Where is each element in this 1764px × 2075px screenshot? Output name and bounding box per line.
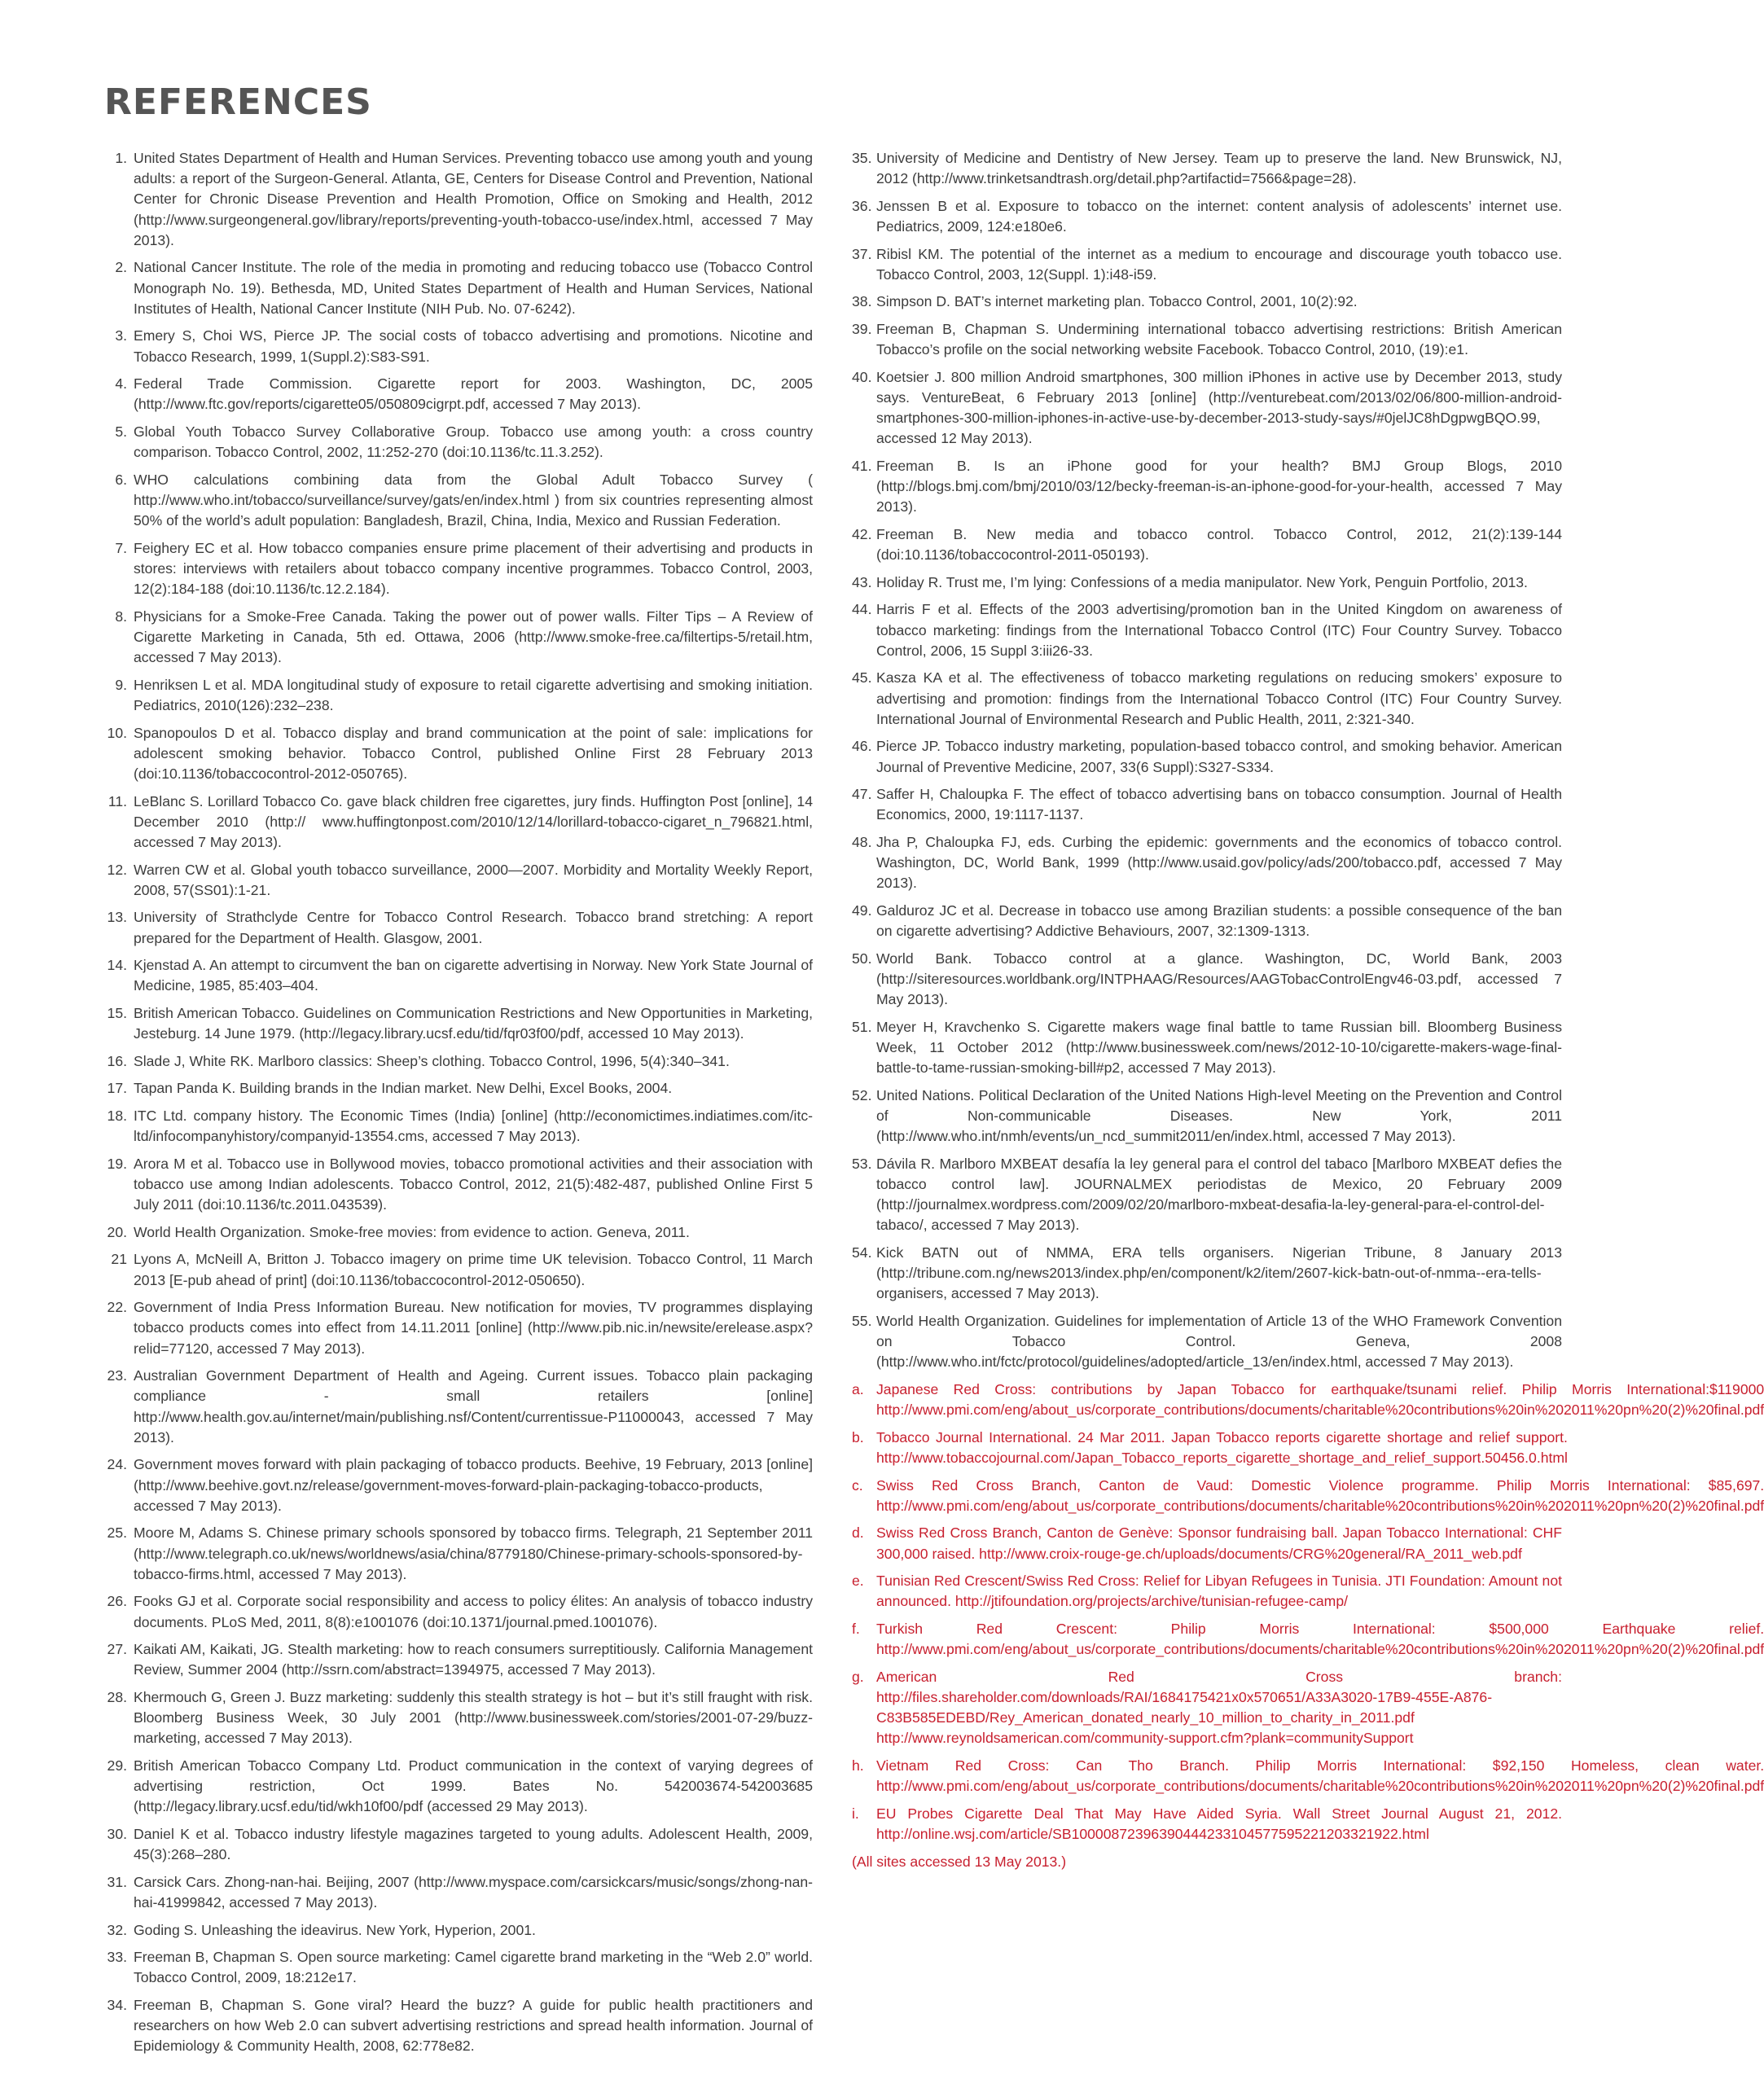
reference-text: Henriksen L et al. MDA longitudinal study of exposure to retail cigarette advertising and smoking initiation. Pediatrics, 2010(126):232–238.	[134, 676, 813, 713]
reference-number: 16.	[107, 1052, 127, 1069]
reference-text: Harris F et al. Effects of the 2003 advertising/promotion ban in the United Kingdom on awareness of tobacco marketing: findings from the International Tobacco Control (ITC) Four Country Survey. Tobacco Control, 2006, 15 Suppl 3:iii26-33.	[876, 601, 1562, 659]
reference-text: Tapan Panda K. Building brands in the Indian market. New Delhi, Excel Books, 2004.	[134, 1080, 673, 1097]
reference-item	[104, 470, 813, 532]
reference-item	[104, 1078, 813, 1099]
reference-number: 41.	[852, 457, 872, 474]
reference-item	[104, 1297, 813, 1359]
reference-item	[104, 1824, 813, 1865]
reference-item	[104, 1995, 813, 2057]
reference-item	[852, 832, 1562, 894]
reference-item	[852, 196, 1562, 237]
note-item	[852, 1571, 1562, 1612]
references-right-column	[852, 148, 1764, 1872]
reference-number: 26.	[107, 1593, 127, 1610]
reference-item	[104, 257, 813, 319]
reference-item	[104, 1523, 813, 1585]
reference-number: 43.	[852, 573, 872, 590]
reference-number: 13.	[107, 909, 127, 926]
reference-text: Tunisian Red Crescent/Swiss Red Cross: Relief for Libyan Refugees in Tunisia. JTI Foundation: Amount not announced. http://jtifoundation.org/projects/archive/tunisian-refugee-camp/	[876, 1573, 1562, 1610]
page-title: REFERENCES	[104, 81, 372, 123]
reference-item	[852, 1243, 1562, 1305]
reference-text: Freeman B, Chapman S. Undermining international tobacco advertising restrictions: British American Tobacco’s profile on the social networking website Facebook. Tobacco Control, 2010, (19):e1.	[876, 320, 1562, 358]
reference-number: 55.	[852, 1312, 872, 1329]
reference-text: Arora M et al. Tobacco use in Bollywood movies, tobacco promotional activities and their association with tobacco use among Indian adolescents. Tobacco Control, 2012, 21(5):482-487, published Online First 5 July 2011 (doi:10.1136/tc.2011.043539).	[134, 1155, 813, 1213]
reference-number: 20.	[107, 1223, 127, 1240]
reference-text: Swiss Red Cross Branch, Canton de Vaud: Domestic Violence programme. Philip Morris International: $85,697. http://www.pmi.com/eng/about_us/corporate_contributions/documents/charitable%20contributions%20in%202011%20pn%20(2)%20final.pdf	[876, 1476, 1764, 1514]
reference-item	[852, 736, 1562, 777]
reference-text: Dávila R. Marlboro MXBEAT desafía la ley general para el control del tabaco [Marlboro MXBEAT defies the tobacco control law]. JOURNALMEX periodistas de Mexico, 20 February 2009 (http://journalmex.wordpress.com/2009/02/20/marlboro-mxbeat-desafia-la-ley-general-para-el-control-del-tabaco/, accessed 7 May 2013).	[876, 1155, 1562, 1234]
reference-item	[852, 949, 1562, 1011]
reference-text: Freeman B. New media and tobacco control. Tobacco Control, 2012, 21(2):139-144 (doi:10.1136/tobaccocontrol-2011-050193).	[876, 525, 1562, 564]
reference-number: 51.	[852, 1018, 872, 1035]
reference-number: 53.	[852, 1155, 872, 1172]
reference-number: 36.	[852, 197, 872, 214]
reference-item	[852, 572, 1562, 593]
reference-number: 46.	[852, 738, 872, 755]
reference-text: Freeman B, Chapman S. Open source marketing: Camel cigarette brand marketing in the “Web 2.0” world. Tobacco Control, 2009, 18:212e17.	[134, 1949, 813, 1986]
reference-number: 28.	[107, 1688, 127, 1705]
reference-number: 19.	[107, 1155, 127, 1172]
reference-number: 1.	[115, 150, 127, 166]
reference-item	[104, 955, 813, 996]
reference-item	[852, 319, 1562, 360]
reference-number: 23.	[107, 1367, 127, 1384]
reference-text: American Red Cross branch: http://files.shareholder.com/downloads/RAI/1684175421x0x570651/A33A3020-17B9-455E-A876-C83B585EDEBD/Rey_American_donated_nearly_10_million_to_charity_in_2011.pdf http://www.reynoldsamerican.com/community-support.cfm?plank=communitySupport	[876, 1668, 1562, 1747]
reference-text: Government moves forward with plain packaging of tobacco products. Beehive, 19 February, 2013 [online] (http://www.beehive.govt.nz/release/government-moves-forward-plain-packaging-tobacco-products, accessed 7 May 2013).	[134, 1456, 813, 1514]
reference-item	[852, 1017, 1562, 1079]
reference-text: Turkish Red Crescent: Philip Morris International: $500,000 Earthquake relief. http://www.pmi.com/eng/about_us/corporate_contributions/documents/charitable%20contributions%20in%202011%20pn%20(2)%20final.pdf	[876, 1620, 1764, 1658]
reference-text: Freeman B. Is an iPhone good for your health? BMJ Group Blogs, 2010 (http://blogs.bmj.com/bmj/2010/03/12/becky-freeman-is-an-iphone-good-for-your-health, accessed 7 May 2013).	[876, 457, 1562, 515]
reference-number: 39.	[852, 320, 872, 337]
reference-item	[104, 1872, 813, 1913]
reference-number: 21	[111, 1251, 127, 1268]
reference-text: Jha P, Chaloupka FJ, eds. Curbing the epidemic: governments and the economics of tobacco control. Washington, DC, World Bank, 1999 (http://www.usaid.gov/policy/ads/200/tobacco.pdf, accessed 7 May 2013).	[876, 833, 1562, 892]
reference-number: 47.	[852, 786, 872, 803]
reference-item	[104, 374, 813, 415]
reference-text: British American Tobacco Company Ltd. Product communication in the context of varying degrees of advertising restriction, Oct 1999. Bates No. 542003674-542003685 (http://legacy.library.ucsf.edu/tid/wkh10f00/pdf (accessed 29 May 2013).	[134, 1757, 813, 1815]
reference-number: 15.	[107, 1004, 127, 1021]
reference-item	[104, 723, 813, 785]
reference-number: 54.	[852, 1244, 872, 1261]
reference-number: c.	[852, 1476, 863, 1494]
reference-text: Spanopoulos D et al. Tobacco display and brand communication at the point of sale: implications for adolescent smoking behavior. Tobacco Control, published Online First 28 February 2013 (doi:10.1136/tobaccocontrol-2012-050765).	[134, 724, 813, 782]
reference-number: 48.	[852, 833, 872, 850]
reference-item	[104, 538, 813, 600]
reference-text: Kaikati AM, Kaikati, JG. Stealth marketing: how to reach consumers surreptitiously. California Management Review, Summer 2004 (http://ssrn.com/abstract=1394975, accessed 7 May 2013).	[134, 1641, 813, 1678]
reference-item	[852, 1311, 1562, 1373]
reference-number: 40.	[852, 368, 872, 385]
note-item	[852, 1804, 1562, 1845]
reference-text: Jenssen B et al. Exposure to tobacco on the internet: content analysis of adolescents’ internet use. Pediatrics, 2009, 124:e180e6.	[876, 197, 1562, 235]
reference-item	[104, 1003, 813, 1044]
reference-item	[104, 607, 813, 669]
reference-text: Global Youth Tobacco Survey Collaborative Group. Tobacco use among youth: a cross country comparison. Tobacco Control, 2002, 11:252-270 (doi:10.1136/tc.11.3.252).	[134, 423, 813, 461]
reference-text: Kasza KA et al. The effectiveness of tobacco marketing regulations on reducing smokers’ exposure to advertising and promotion: findings from the International Tobacco Control (ITC) Four Country Survey. International Journal of Environmental Research and Public Health, 2011, 2:321-340.	[876, 669, 1562, 727]
reference-item	[104, 326, 813, 366]
reference-number: 6.	[115, 471, 127, 488]
reference-number: 5.	[115, 423, 127, 440]
reference-text: Emery S, Choi WS, Pierce JP. The social costs of tobacco advertising and promotions. Nicotine and Tobacco Research, 1999, 1(Suppl.2):S83-S91.	[134, 327, 813, 365]
reference-number: 50.	[852, 950, 872, 967]
reference-text: Kjenstad A. An attempt to circumvent the ban on cigarette advertising in Norway. New York State Journal of Medicine, 1985, 85:403–404.	[134, 957, 813, 994]
reference-text: Ribisl KM. The potential of the internet as a medium to encourage and discourage youth tobacco use. Tobacco Control, 2003, 12(Suppl. 1):i48-i59.	[876, 245, 1562, 283]
reference-number: 7.	[115, 539, 127, 556]
reference-number: 34.	[107, 1996, 127, 2013]
reference-text: LeBlanc S. Lorillard Tobacco Co. gave black children free cigarettes, jury finds. Huffington Post [online], 14 December 2010 (http:// www.huffingtonpost.com/2010/12/14/lorillard-tobacco-cigaret_n_796821.html, accessed 7 May 2013).	[134, 792, 813, 850]
reference-text: Australian Government Department of Health and Ageing. Current issues. Tobacco plain packaging compliance - small retailers [online] http://www.health.gov.au/internet/main/publishing.nsf/Content/currentissue-P11000043, accessed 7 May 2013).	[134, 1367, 813, 1445]
reference-number: 12.	[107, 861, 127, 878]
reference-text: Khermouch G, Green J. Buzz marketing: suddenly this stealth strategy is hot – but it’s still fraught with risk. Bloomberg Business Week, 30 July 2001 (http://www.businessweek.com/stories/2001-07-29/buzz-marketing, accessed 7 May 2013).	[134, 1688, 813, 1747]
reference-number: 24.	[107, 1456, 127, 1473]
reference-text: Tobacco Journal International. 24 Mar 2011. Japan Tobacco reports cigarette shortage and relief support. http://www.tobaccojournal.com/Japan_Tobacco_reports_cigarette_shortage_and_relief_support.50456.0.html	[876, 1428, 1568, 1466]
reference-number: 35.	[852, 150, 872, 166]
reference-number: 37.	[852, 245, 872, 262]
reference-text: United Nations. Political Declaration of the United Nations High-level Meeting on the Prevention and Control of Non-communicable Diseases. New York, 2011 (http://www.who.int/nmh/events/un_ncd_summit2011/en/index.html, accessed 7 May 2013).	[876, 1086, 1562, 1145]
reference-number: 31.	[107, 1873, 127, 1890]
reference-text: EU Probes Cigarette Deal That May Have Aided Syria. Wall Street Journal August 21, 2012. http://online.wsj.com/article/SB10000872396390444233104577595221203321922.html	[876, 1805, 1562, 1842]
note-item	[852, 1667, 1562, 1749]
reference-number: 3.	[115, 327, 127, 344]
reference-text: Kick BATN out of NMMA, ERA tells organisers. Nigerian Tribune, 8 January 2013 (http://tribune.com.ng/news2013/index.php/en/component/k2/item/2607-kick-batn-out-of-nmma--era-tells-organisers, accessed 7 May 2013).	[876, 1244, 1562, 1302]
reference-text: Holiday R. Trust me, I’m lying: Confessions of a media manipulator. New York, Penguin Portfolio, 2013.	[876, 573, 1528, 590]
reference-item	[852, 292, 1562, 312]
reference-text: Feighery EC et al. How tobacco companies ensure prime placement of their advertising and products in stores: interviews with retailers about tobacco company incentive programmes. Tobacco Control, 2003, 12(2):184-188 (doi:10.1136/tc.12.2.184).	[134, 539, 813, 598]
reference-item	[104, 1154, 813, 1216]
note-item	[852, 1756, 1764, 1796]
reference-number: 4.	[115, 375, 127, 393]
reference-text: World Health Organization. Guidelines for implementation of Article 13 of the WHO Framework Convention on Tobacco Control. Geneva, 2008 (http://www.who.int/fctc/protocol/guidelines/adopted/article_13/en/index.html, accessed 7 May 2013).	[876, 1312, 1562, 1371]
reference-text: Saffer H, Chaloupka F. The effect of tobacco advertising bans on tobacco consumption. Journal of Health Economics, 2000, 19:1117-1137.	[876, 786, 1562, 823]
reference-number: 45.	[852, 669, 872, 687]
reference-number: f.	[852, 1620, 860, 1637]
reference-item	[104, 1639, 813, 1680]
reference-text: Pierce JP. Tobacco industry marketing, population-based tobacco control, and smoking behavior. American Journal of Preventive Medicine, 2007, 33(6 Suppl):S327-S334.	[876, 738, 1562, 775]
reference-item	[104, 1249, 813, 1290]
reference-item	[104, 907, 813, 948]
reference-item	[104, 1222, 813, 1243]
reference-item	[852, 367, 1562, 450]
reference-item	[852, 784, 1562, 825]
reference-text: United States Department of Health and Human Services. Preventing tobacco use among youth and young adults: a report of the Surgeon-General. Atlanta, GE, Centers for Disease Control and Prevention, National Center for Chronic Disease Prevention and Health Promotion, Office on Smoking and Health, 2012 (http://www.surgeongeneral.gov/library/reports/preventing-youth-tobacco-use/index.html, accessed 7 May 2013).	[134, 150, 813, 248]
reference-text: University of Strathclyde Centre for Tobacco Control Research. Tobacco brand stretching: A report prepared for the Department of Health. Glasgow, 2001.	[134, 909, 813, 946]
reference-text: Slade J, White RK. Marlboro classics: Sheep’s clothing. Tobacco Control, 1996, 5(4):340–341.	[134, 1052, 730, 1069]
reference-text: Carsick Cars. Zhong-nan-hai. Beijing, 2007 (http://www.myspace.com/carsickcars/music/songs/zhong-nan-hai-41999842, accessed 7 May 2013).	[134, 1873, 813, 1910]
reference-item	[104, 792, 813, 853]
reference-item	[104, 860, 813, 901]
reference-item	[852, 668, 1562, 730]
reference-item	[852, 599, 1562, 661]
reference-text: Goding S. Unleashing the ideavirus. New York, Hyperion, 2001.	[134, 1921, 536, 1938]
reference-item	[104, 1947, 813, 1988]
reference-number: 17.	[107, 1080, 127, 1097]
reference-item	[104, 1454, 813, 1516]
reference-number: 18.	[107, 1107, 127, 1124]
reference-item	[104, 148, 813, 251]
reference-text: Koetsier J. 800 million Android smartphones, 300 million iPhones in active use by December 2013, study says. VentureBeat, 6 February 2013 [online] (http://venturebeat.com/2013/02/06/800-million-android-smartphones-300-million-iphones-in-active-use-by-december-2013-study-says/#0jelJC8hDgpwgBQO.99, accessed 12 May 2013).	[876, 368, 1562, 447]
reference-text: Freeman B, Chapman S. Gone viral? Heard the buzz? A guide for public health practitioners and researchers on how Web 2.0 can subvert advertising restrictions and spread health information. Journal of Epidemiology & Community Health, 2008, 62:778e82.	[134, 1996, 813, 2055]
reference-item	[104, 1106, 813, 1147]
reference-number: 30.	[107, 1825, 127, 1842]
reference-item	[852, 148, 1562, 189]
reference-number: 44.	[852, 601, 872, 618]
reference-number: 9.	[115, 676, 127, 693]
reference-item	[104, 422, 813, 463]
reference-item	[852, 1154, 1562, 1236]
reference-text: Lyons A, McNeill A, Britton J. Tobacco imagery on prime time UK television. Tobacco Control, 11 March 2013 [E-pub ahead of print] (doi:10.1136/tobaccocontrol-2012-050650).	[134, 1251, 813, 1288]
reference-number: 25.	[107, 1524, 127, 1542]
reference-number: d.	[852, 1524, 864, 1542]
note-item	[852, 1523, 1562, 1564]
reference-number: 29.	[107, 1757, 127, 1774]
reference-number: 22.	[107, 1299, 127, 1316]
reference-number: 14.	[107, 957, 127, 974]
note-item	[852, 1619, 1764, 1660]
note-item	[852, 1380, 1764, 1420]
reference-number: i.	[852, 1805, 859, 1822]
reference-text: World Bank. Tobacco control at a glance. Washington, DC, World Bank, 2003 (http://siteresources.worldbank.org/INTPHAAG/Resources/AAGTobacControlEngv46-03.pdf, accessed 7 May 2013).	[876, 950, 1562, 1008]
reference-item	[852, 456, 1562, 518]
reference-number: 8.	[115, 608, 127, 625]
reference-item	[104, 1920, 813, 1941]
reference-text: Simpson D. BAT’s internet marketing plan. Tobacco Control, 2001, 10(2):92.	[876, 293, 1358, 310]
reference-text: Moore M, Adams S. Chinese primary schools sponsored by tobacco firms. Telegraph, 21 September 2011 (http://www.telegraph.co.uk/news/worldnews/asia/china/8779180/Chinese-primary-schools-sponsored-by-tobacco-firms.html, accessed 7 May 2013).	[134, 1524, 813, 1582]
reference-text: Federal Trade Commission. Cigarette report for 2003. Washington, DC, 2005 (http://www.ftc.gov/reports/cigarette05/050809cigrpt.pdf, accessed 7 May 2013).	[134, 375, 813, 413]
reference-text: Daniel K et al. Tobacco industry lifestyle magazines targeted to young adults. Adolescent Health, 2009, 45(3):268–280.	[134, 1825, 813, 1863]
reference-number: 38.	[852, 293, 872, 310]
reference-item	[852, 1086, 1562, 1147]
reference-text: Swiss Red Cross Branch, Canton de Genève: Sponsor fundraising ball. Japan Tobacco International: CHF 300,000 raised. http://www.croix-rouge-ge.ch/uploads/documents/CRG%20general/RA_2011_web.pdf	[876, 1524, 1562, 1562]
reference-number: a.	[852, 1380, 864, 1397]
note-item	[852, 1428, 1568, 1468]
reference-text: WHO calculations combining data from the Global Adult Tobacco Survey ( http://www.who.int/tobacco/surveillance/survey/gats/en/index.html ) from six countries representing almost 50% of the world’s adult population: Bangladesh, Brazil, China, India, Mexico and Russian Federation.	[134, 471, 813, 529]
reference-text: ITC Ltd. company history. The Economic Times (India) [online] (http://economictimes.indiatimes.com/itc-ltd/infocompanyhistory/companyid-13554.cms, accessed 7 May 2013).	[134, 1107, 813, 1145]
note-item	[852, 1476, 1764, 1516]
reference-item	[104, 1366, 813, 1448]
reference-number: 49.	[852, 902, 872, 919]
reference-number: h.	[852, 1757, 864, 1774]
reference-number: 33.	[107, 1949, 127, 1966]
reference-text: Meyer H, Kravchenko S. Cigarette makers wage final battle to tame Russian bill. Bloomberg Business Week, 11 October 2012 (http://www.businessweek.com/news/2012-10-10/cigarette-makers-wage-final-battle-to-tame-russian-smoking-bill#p2, accessed 7 May 2013).	[876, 1018, 1562, 1077]
reference-number: b.	[852, 1428, 864, 1445]
access-note: (All sites accessed 13 May 2013.)	[852, 1853, 1067, 1870]
reference-item	[104, 1051, 813, 1072]
reference-text: Japanese Red Cross: contributions by Japan Tobacco for earthquake/tsunami relief. Philip Morris International:$119000 http://www.pmi.com/eng/about_us/corporate_contributions/documents/charitable%20contributions%20in%202011%20pn%20(2)%20final.pdf	[876, 1380, 1764, 1419]
references-left-column	[104, 148, 813, 2064]
reference-text: Warren CW et al. Global youth tobacco surveillance, 2000—2007. Morbidity and Mortality Weekly Report, 2008, 57(SS01):1-21.	[134, 861, 813, 898]
reference-item	[104, 1591, 813, 1632]
reference-number: 11.	[108, 792, 127, 809]
reference-number: 52.	[852, 1086, 872, 1103]
reference-text: World Health Organization. Smoke-free movies: from evidence to action. Geneva, 2011.	[134, 1223, 690, 1240]
reference-text: Fooks GJ et al. Corporate social responsibility and access to policy élites: An analysis of tobacco industry documents. PLoS Med, 2011, 8(8):e1001076 (doi:10.1371/journal.pmed.1001076).	[134, 1593, 813, 1630]
reference-item	[104, 1687, 813, 1749]
reference-number: 27.	[107, 1641, 127, 1658]
reference-text: Physicians for a Smoke-Free Canada. Taking the power out of power walls. Filter Tips – A Review of Cigarette Marketing in Canada, 5th ed. Ottawa, 2006 (http://www.smoke-free.ca/filtertips-5/retail.htm, accessed 7 May 2013).	[134, 608, 813, 666]
reference-item	[852, 901, 1562, 941]
reference-number: 2.	[115, 259, 127, 276]
reference-number: 42.	[852, 525, 872, 542]
reference-item	[104, 675, 813, 716]
reference-text: Galduroz JC et al. Decrease in tobacco use among Brazilian students: a possible consequence of the ban on cigarette advertising? Addictive Behaviours, 2007, 32:1309-1313.	[876, 902, 1562, 940]
reference-number: 10.	[107, 724, 127, 741]
reference-item	[104, 1756, 813, 1818]
reference-number: g.	[852, 1668, 864, 1685]
reference-text: Government of India Press Information Bureau. New notification for movies, TV programmes displaying tobacco products comes into effect from 14.11.2011 [online] (http://www.pib.nic.in/newsite/erelease.aspx?relid=77120, accessed 7 May 2013).	[134, 1299, 813, 1357]
reference-text: Vietnam Red Cross: Can Tho Branch. Philip Morris International: $92,150 Homeless, clean water. http://www.pmi.com/eng/about_us/corporate_contributions/documents/charitable%20contributions%20in%202011%20pn%20(2)%20final.pdf	[876, 1757, 1764, 1795]
reference-text: National Cancer Institute. The role of the media in promoting and reducing tobacco use (Tobacco Control Monograph No. 19). Bethesda, MD, United States Department of Health and Human Services, National Institutes of Health, National Cancer Institute (NIH Pub. No. 07-6242).	[134, 259, 813, 317]
reference-item	[852, 524, 1562, 565]
reference-text: University of Medicine and Dentistry of New Jersey. Team up to preserve the land. New Brunswick, NJ, 2012 (http://www.trinketsandtrash.org/detail.php?artifactid=7566&page=28).	[876, 150, 1562, 187]
reference-text: British American Tobacco. Guidelines on Communication Restrictions and New Opportunities in Marketing, Jesteburg. 14 June 1979. (http://legacy.library.ucsf.edu/tid/fqr03f00/pdf, accessed 10 May 2013).	[134, 1004, 813, 1042]
reference-number: 32.	[107, 1921, 127, 1938]
reference-number: e.	[852, 1573, 864, 1590]
reference-item	[852, 244, 1562, 285]
